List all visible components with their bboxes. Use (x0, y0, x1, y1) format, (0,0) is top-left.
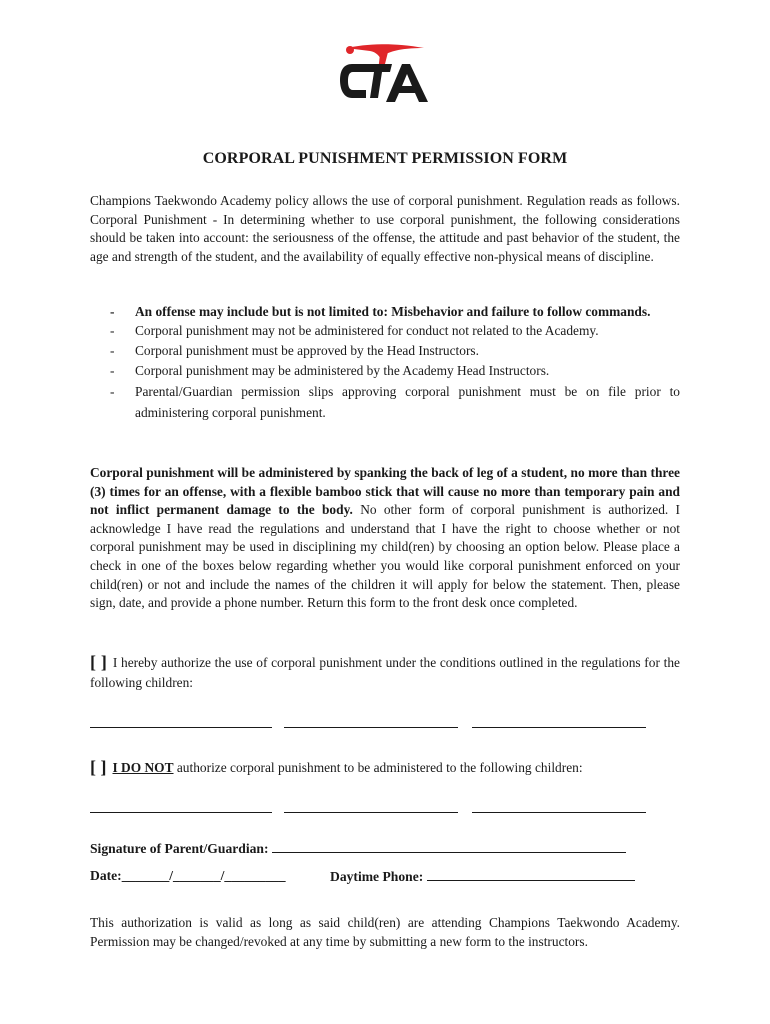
authorize-option (90, 652, 680, 693)
child-name-field[interactable] (472, 812, 646, 813)
date-field[interactable]: Date:_______/_______/_________ (90, 868, 286, 883)
policy-paragraph (90, 464, 680, 613)
signature-field[interactable] (272, 840, 626, 853)
authorize-text: I hereby authorize the use of corporal punishment under the conditions outlined in the regulations for the following children: (90, 655, 680, 690)
phone-label: Daytime Phone: (330, 869, 424, 884)
child-name-field[interactable] (90, 727, 272, 728)
intro-paragraph: Champions Taekwondo Academy policy allows the use of corporal punishment. Regulation reads as follows. Corporal Punishment - In determining whether to use corporal punishment, the following considerations should be taken into account: the seriousness of the offense, the attitude and past behavior of the student, the age and strength of the student, and the availability of equally effective non-physical means of discipline. (90, 193, 680, 264)
closing-paragraph: This authorization is valid as long as said child(ren) are attending Champions Taekwondo Academy. Permission may be changed/revoked at any time by submitting a new form to the instructors. (90, 915, 680, 949)
deny-children-fields (90, 812, 650, 814)
deny-checkbox[interactable]: [ ] (90, 757, 107, 777)
form-title: CORPORAL PUNISHMENT PERMISSION FORM (202, 150, 568, 167)
regulation-item: - Corporal punishment must be approved by the Head Instructors. (110, 343, 479, 358)
child-name-field[interactable] (472, 727, 646, 728)
academy-logo (336, 42, 436, 106)
child-name-field[interactable] (284, 727, 458, 728)
authorize-checkbox[interactable]: [ ] (90, 652, 107, 672)
phone-field[interactable] (427, 868, 635, 881)
regulation-list (110, 302, 680, 423)
policy-text: No other form of corporal punishment is authorized. I acknowledge I have read the regulations and understand that I have the right to choose whether or not corporal punishment may be used in disciplining my child(ren) by choosing an option below. Please place a check in one of the boxes below regarding whether you would like corporal punishment enforced on your child(ren) or not and include the names of the children it will apply for below the statement. Then, please sign, date, and provide a phone number. Return this form to the front desk once completed. (90, 502, 680, 611)
signature-row (90, 840, 626, 857)
regulation-item: - An offense may include but is not limited to: Misbehavior and failure to follow commands. (110, 304, 651, 319)
regulation-item: - Corporal punishment may be administered by the Academy Head Instructors. (110, 363, 550, 378)
deny-text: authorize corporal punishment to be administered to the following children: (173, 760, 583, 775)
child-name-field[interactable] (90, 812, 272, 813)
authorize-children-fields (90, 727, 650, 729)
policy-bold-text: Corporal punishment will be administered by spanking the back of leg of a student, no more than three (3) times for an offense, with a flexible bamboo stick that will cause no more than temporary pain and not inflict permanent damage to the body. (90, 465, 680, 518)
deny-emphasis: I DO NOT (112, 760, 174, 775)
regulation-item: - Parental/Guardian permission slips approving corporal punishment must be on file prior to administering corporal punishment. (110, 384, 680, 420)
signature-label: Signature of Parent/Guardian: (90, 841, 269, 856)
phone-row (330, 868, 635, 885)
regulation-item: - Corporal punishment may not be administered for conduct not related to the Academy. (110, 323, 599, 338)
deny-option (90, 757, 680, 778)
child-name-field[interactable] (284, 812, 458, 813)
